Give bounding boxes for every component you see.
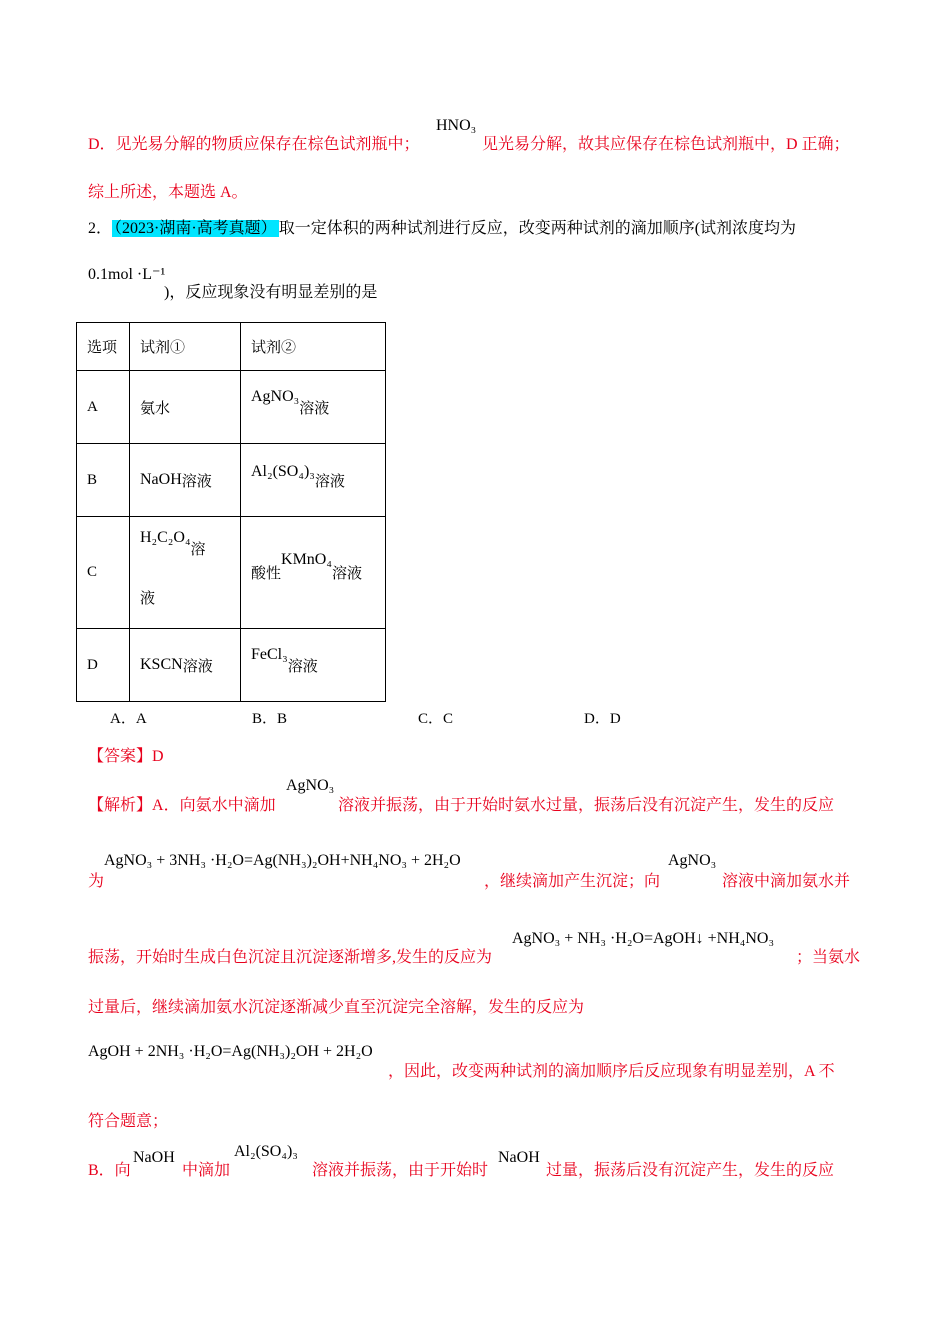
choice-c[interactable]: C．C xyxy=(418,711,454,727)
analysis-b-line1-formula2: Al₂(SO₄)₃ xyxy=(234,1143,298,1160)
row-reagent1 xyxy=(130,517,241,629)
analysis-a-line2-suffix: 溶液中滴加氨水并 xyxy=(722,873,851,890)
analysis-label: 【解析】 xyxy=(88,797,153,814)
question-line1 xyxy=(88,215,796,238)
concentration: 0.1mol ·L⁻¹ xyxy=(88,266,166,283)
reagent1-formula: KSCN xyxy=(140,655,183,673)
row-reagent2 xyxy=(241,517,386,629)
row-reagent2 xyxy=(241,444,386,517)
analysis-a-line5-equation: AgOH + 2NH₃ ·H₂O=Ag(NH₃)₂OH + 2H₂O xyxy=(88,1043,373,1060)
reagent2-formula: FeCl₃ xyxy=(251,645,288,663)
analysis-a-line3-suffix: ；当氨水 xyxy=(796,949,861,966)
header-reagent2: 试剂② xyxy=(241,323,386,371)
answer-value: D xyxy=(152,748,164,765)
analysis-a-line1-formula: AgNO₃ xyxy=(286,777,335,794)
analysis-b-line1-suffix: 过量，振荡后没有沉淀产生，发生的反应 xyxy=(546,1162,835,1179)
table-row xyxy=(77,371,386,444)
choice-a[interactable]: A．A xyxy=(110,711,147,727)
answer-label: 【答案】 xyxy=(88,748,153,765)
table-row xyxy=(77,517,386,629)
row-reagent1 xyxy=(130,444,241,517)
question-text-line2: )，反应现象没有明显差别的是 xyxy=(164,284,378,301)
reagent2-formula: Al₂(SO₄)₃ xyxy=(251,462,315,480)
choice-b[interactable]: B．B xyxy=(252,711,288,727)
reagent1-suffix2: 液 xyxy=(140,590,156,607)
analysis-b-line1-mid2: 溶液并振荡，由于开始时 xyxy=(312,1162,489,1179)
row-option: A xyxy=(77,371,130,444)
analysis-a-line1-text: A．向氨水中滴加 xyxy=(152,797,276,814)
header-option: 选项 xyxy=(77,323,130,371)
reagent1-suffix: 溶液 xyxy=(182,658,213,675)
row-option: C xyxy=(77,517,130,629)
row-reagent2 xyxy=(241,629,386,702)
row-option: D xyxy=(77,629,130,702)
answer xyxy=(88,743,164,766)
question-number: 2． xyxy=(88,220,113,237)
analysis-a-line1-prefix xyxy=(88,792,276,815)
analysis-b-line1-prefix: B．向 xyxy=(88,1162,131,1179)
reagent1-formula: NaOH xyxy=(140,470,182,488)
table-row xyxy=(77,444,386,517)
reagent2-formula: AgNO₃ xyxy=(251,387,300,405)
analysis-a-line3-prefix: 振荡，开始时生成白色沉淀且沉淀逐渐增多,发生的反应为 xyxy=(88,949,493,966)
analysis-a-line4: 过量后，继续滴加氨水沉淀逐渐减少直至沉淀完全溶解，发生的反应为 xyxy=(88,999,585,1016)
reagent1-suffix: 溶液 xyxy=(181,473,212,490)
choice-d[interactable]: D．D xyxy=(584,711,621,727)
reagent1-formula: H₂C₂O₄ xyxy=(140,528,191,546)
row-option: B xyxy=(77,444,130,517)
reagent2-suffix: 溶液 xyxy=(287,658,318,675)
analysis-a-line1-suffix: 溶液并振荡，由于开始时氨水过量，振荡后没有沉淀产生，发生的反应 xyxy=(338,797,835,814)
analysis-a-line6: 符合题意； xyxy=(88,1113,169,1130)
analysis-b-line1-formula3: NaOH xyxy=(498,1149,540,1166)
reagent2-suffix: 溶液 xyxy=(299,400,330,417)
analysis-a-line2-formula: AgNO₃ xyxy=(668,852,717,869)
analysis-a-line2-prefix: 为 xyxy=(88,873,105,890)
prev-answer-d-formula: HNO₃ xyxy=(436,117,477,134)
analysis-b-line1-mid1: 中滴加 xyxy=(182,1162,231,1179)
question-text-line1: 取一定体积的两种试剂进行反应，改变两种试剂的滴加顺序(试剂浓度均为 xyxy=(278,220,797,237)
source-tag: （2023·湖南·高考真题） xyxy=(114,220,277,237)
reagent2-suffix: 溶液 xyxy=(314,473,345,490)
prev-answer-d-prefix: D．见光易分解的物质应保存在棕色试剂瓶中； xyxy=(88,136,420,153)
summary: 综上所述，本题选 A。 xyxy=(88,184,248,201)
reagent1-suffix: 溶 xyxy=(190,541,206,558)
row-reagent1 xyxy=(130,629,241,702)
analysis-a-line5-suffix: ，因此，改变两种试剂的滴加顺序后反应现象有明显差别，A 不 xyxy=(388,1063,835,1080)
reagent2-prefix: 酸性 xyxy=(251,566,282,582)
row-reagent1: 氨水 xyxy=(130,371,241,444)
options-table xyxy=(76,322,386,702)
prev-answer-d-suffix: 见光易分解，故其应保存在棕色试剂瓶中，D 正确； xyxy=(482,136,850,153)
row-reagent2 xyxy=(241,371,386,444)
header-reagent1: 试剂① xyxy=(130,323,241,371)
analysis-a-line2-equation: AgNO₃ + 3NH₃ ·H₂O=Ag(NH₃)₂OH+NH₄NO₃ + 2H₂O xyxy=(104,852,461,869)
analysis-a-line3-equation: AgNO₃ + NH₃ ·H₂O=AgOH↓ +NH₄NO₃ xyxy=(512,930,775,947)
analysis-a-line2-mid: ，继续滴加产生沉淀；向 xyxy=(484,873,661,890)
reagent2-formula: KMnO₄ xyxy=(281,551,332,568)
table-header-row xyxy=(77,323,386,371)
analysis-b-line1-formula1: NaOH xyxy=(133,1149,175,1166)
reagent2-suffix: 溶液 xyxy=(331,566,362,582)
table-row xyxy=(77,629,386,702)
